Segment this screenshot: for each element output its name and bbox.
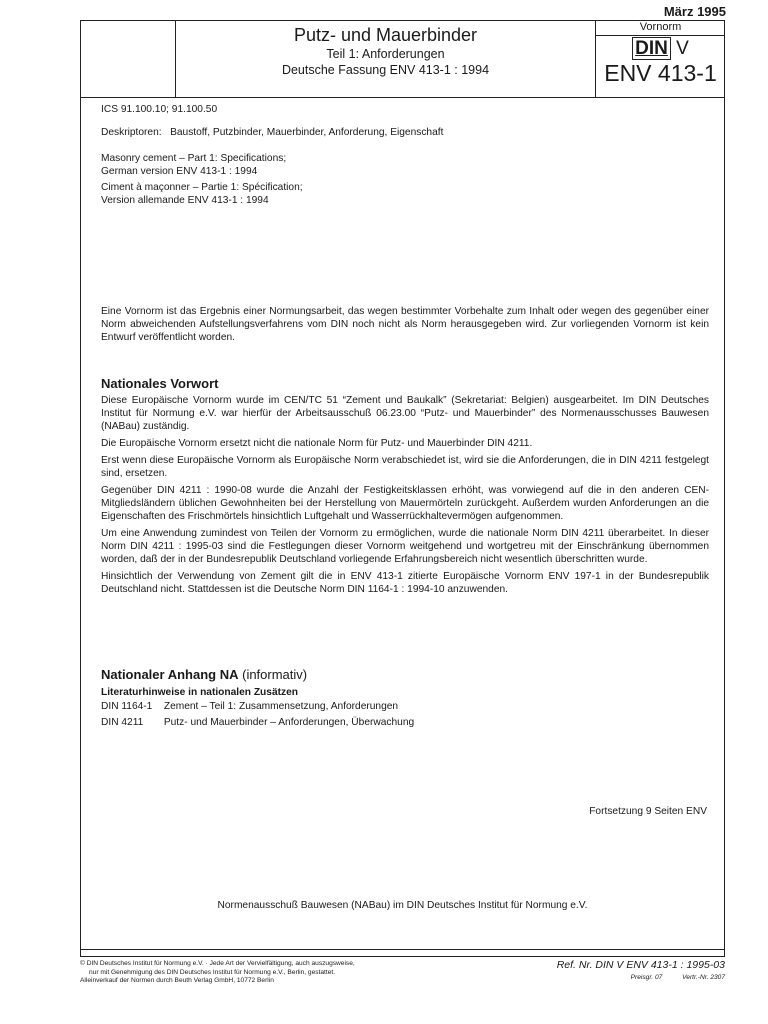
foreword-paragraph: Um eine Anwendung zumindest von Teilen der Vornorm zu ermöglichen, wurde die nationale Norm DIN 4211 überarbeitet. In dieser Norm DIN 4211 : 1995-03 sind die Festlegungen dieser Vornorm weitgehend und wortgetreu mit der Einschränkung übernommen worden, daß der in der Bundesrepublik Deutschland vorliegende Erfahrungsbereich nicht wesentlich überschritten wurde. bbox=[101, 528, 709, 565]
annex-heading bbox=[101, 667, 307, 682]
standard-id-block bbox=[596, 20, 725, 86]
annex-title: Nationaler Anhang NA bbox=[101, 667, 239, 682]
price-info bbox=[560, 974, 725, 981]
reference-title: Putz- und Mauerbinder – Anforderungen, Überwachung bbox=[163, 717, 415, 728]
translation-fr-1: Ciment à maçonner – Partie 1: Spécification; bbox=[101, 182, 303, 193]
din-logo: DIN bbox=[632, 37, 671, 60]
foreword-paragraph: Die Europäische Vornorm ersetzt nicht die nationale Norm für Putz- und Mauerbinder DIN 4211. bbox=[101, 438, 533, 449]
reference-row bbox=[101, 700, 398, 713]
committee-line: Normenausschuß Bauwesen (NABau) im DIN Deutsches Institut für Normung e.V. bbox=[217, 900, 588, 911]
german-version-line: Deutsche Fassung ENV 413-1 : 1994 bbox=[281, 63, 490, 77]
vornorm-label: Vornorm bbox=[596, 20, 725, 36]
copyright-notice bbox=[80, 960, 470, 986]
reference-row bbox=[101, 716, 414, 729]
reference-number: Ref. Nr. DIN V ENV 413-1 : 1995-03 bbox=[556, 959, 725, 971]
translation-fr-2: Version allemande ENV 413-1 : 1994 bbox=[101, 195, 269, 206]
vornorm-notice: Eine Vornorm ist das Ergebnis einer Normungsarbeit, das wegen bestimmter Vorbehalte zum Inhalt oder wegen des gegenüber einer Norm abweichenden Aufstellungsverfahrens vom DIN noch nicht als Norm herausgegeben wird. Zur vorliegenden Vornorm ist kein Entwurf veröffentlicht worden. bbox=[101, 306, 709, 343]
standard-number: ENV 413-1 bbox=[604, 60, 717, 86]
sales-notice: Alleinverkauf der Normen durch Beuth Verlag GmbH, 10772 Berlin bbox=[80, 977, 274, 984]
document-subtitle: Teil 1: Anforderungen bbox=[326, 47, 445, 61]
sales-number: Vertr.-Nr. 2307 bbox=[682, 974, 725, 981]
copyright-line-1: © DIN Deutsches Institut für Normung e.V. · Jede Art der Vervielfältigung, auch auszugsweise, bbox=[80, 960, 355, 967]
price-group: Preisgr. 07 bbox=[630, 974, 663, 981]
reference-title: Zement – Teil 1: Zusammensetzung, Anforderungen bbox=[163, 701, 399, 712]
reference-code: DIN 4211 bbox=[101, 717, 144, 728]
v-label: V bbox=[676, 38, 689, 59]
copyright-line-2: nur mit Genehmigung des DIN Deutsches Institut für Normung e.V., Berlin, gestattet. bbox=[89, 968, 336, 976]
annex-informative-label: (informativ) bbox=[242, 667, 308, 682]
footer-box bbox=[80, 950, 725, 957]
continuation-note: Fortsetzung 9 Seiten ENV bbox=[589, 806, 707, 817]
publication-date: März 1995 bbox=[663, 4, 726, 19]
foreword-paragraph: Hinsichtlich der Verwendung von Zement gilt die in ENV 413-1 zitierte Europäische Vornorm ENV 197-1 in der Bundesrepublik Deutschland nicht. Stattdessen ist die Deutsche Norm DIN 1164-1 : 1994-10 anzuwenden. bbox=[101, 571, 709, 595]
foreword-paragraph: Erst wenn diese Europäische Vornorm als Europäische Norm verabschiedet ist, wird sie die Anforderungen, die in DIN 4211 festgelegt sind, ersetzen. bbox=[101, 455, 709, 479]
translation-en-1: Masonry cement – Part 1: Specifications; bbox=[101, 153, 287, 164]
din-v-line bbox=[596, 38, 725, 60]
literature-subheading: Literaturhinweise in nationalen Zusätzen bbox=[101, 687, 298, 698]
foreword-body bbox=[101, 394, 709, 600]
foreword-heading: Nationales Vorwort bbox=[101, 376, 219, 391]
descriptors: Deskriptoren: Baustoff, Putzbinder, Mauerbinder, Anforderung, Eigenschaft bbox=[101, 127, 444, 138]
ics-code: ICS 91.100.10; 91.100.50 bbox=[101, 104, 218, 115]
foreword-paragraph: Diese Europäische Vornorm wurde im CEN/TC 51 “Zement und Baukalk” (Sekretariat: Belgien) ausgearbeitet. Im DIN Deutsches Institut für Normung e.V. war hierfür der Arbeitsausschuß 06.23.00 “Putz- und Mauerbinder” des Normenausschusses Bauwesen (NABau) zuständig. bbox=[101, 395, 709, 432]
foreword-paragraph: Gegenüber DIN 4211 : 1990-08 wurde die Anzahl der Festigkeitsklassen erhöht, was vorwiegend auf die in den anderen CEN-Mitgliedsländern üblichen Gewohnheiten bei der Herstellung von Mauermörteln zurückgeht. Außerdem wurden Anforderungen an die Eigenschaften des Frischmörtels hinsichtlich Luftgehalt und Wasserrückhaltevermögen aufgenommen. bbox=[101, 485, 709, 522]
document-title: Putz- und Mauerbinder bbox=[293, 25, 478, 45]
title-block bbox=[176, 24, 595, 78]
translation-en-2: German version ENV 413-1 : 1994 bbox=[101, 166, 258, 177]
reference-code: DIN 1164-1 bbox=[101, 701, 153, 712]
